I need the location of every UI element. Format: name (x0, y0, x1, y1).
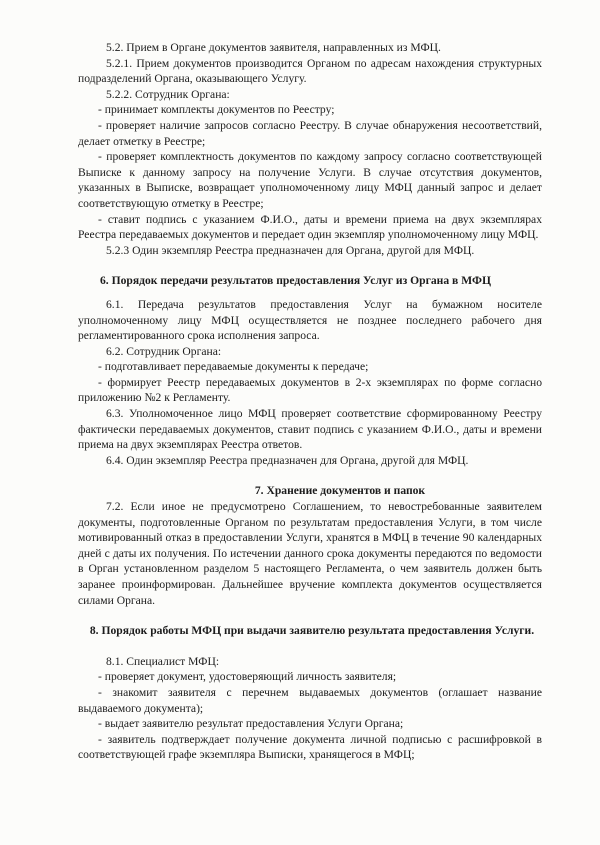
clause-6-3: 6.3. Уполномоченное лицо МФЦ проверяет соответствие сформированному Реестру фактически передаваемых документов, ставит подпись с указанием Ф.И.О., даты и времени приема на двух экземплярах Реестра ответов. (78, 407, 542, 452)
clause-6-1: 6.1. Передача результатов предоставления Услуг на бумажном носителе уполномоченному лицу МФЦ осуществляется не позднее последнего рабочего дня регламентированного срока исполнения запроса. (78, 297, 542, 343)
list-item: - выдает заявителю результат предоставления Услуги Органа; (98, 717, 404, 731)
clause-5-2: 5.2. Прием в Органе документов заявителя, направленных из МФЦ. (106, 41, 441, 54)
list-item: - знакомит заявителя с перечнем выдаваемых документов (оглашает название выдаваемого документа); (78, 685, 542, 715)
list-item: - проверяет комплектность документов по каждому запросу согласно соответствующей Выписке к данному запросу на получение Услуги. В случае отсутствия документов, указанных в Выписке, возвращает уполномоченному лицу МФЦ данный запрос и делает соответствующую отметку в Реестре; (78, 150, 542, 210)
clause-7-2: 7.2. Если иное не предусмотрено Соглашением, то невостребованные заявителем документы, подготовленные Органом по результатам предоставления Услуги, в том числе мотивированный отказ в предоставлении Услуги, хранятся в МФЦ в течение 90 календарных дней с даты их получения. По истечении данного срока документы передаются по ведомости в Орган установленном разделом 5 настоящего Регламента, о чем заявитель должен быть заранее проинформирован. Дальнейшее вручение комплекта документов осуществляется силами Органа. (78, 500, 542, 607)
list-item: - проверяет наличие запросов согласно Реестру. В случае обнаружения несоответствий, делает отметку в Реестре; (78, 118, 542, 148)
section-6-heading: 6. Порядок передачи результатов предоставления Услуг из Органа в МФЦ (100, 274, 491, 288)
clause-5-2-2: 5.2.2. Сотрудник Органа: (106, 87, 230, 101)
list-item: - формирует Реестр передаваемых документов в 2-х экземплярах по форме согласно приложению №2 к Регламенту. (78, 375, 542, 405)
list-item: - подготавливает передаваемые документы к передаче; (98, 360, 369, 374)
clause-6-4: 6.4. Один экземпляр Реестра предназначен для Органа, другой для МФЦ. (106, 453, 469, 467)
clause-5-2-1: 5.2.1. Прием документов производится Органом по адресам нахождения структурных подразделений Органа, оказывающего Услугу. (78, 56, 542, 86)
clause-6-2: 6.2. Сотрудник Органа: (106, 344, 222, 358)
list-item: - ставит подпись с указанием Ф.И.О., даты и времени приема на двух экземплярах Реестра передаваемых документов и передает один экземпляр уполномоченному лицу МФЦ. (78, 212, 542, 242)
list-item: - проверяет документ, удостоверяющий личность заявителя; (98, 670, 397, 684)
section-7-heading: 7. Хранение документов и папок (254, 484, 426, 498)
clause-8-1: 8.1. Специалист МФЦ: (106, 654, 220, 668)
section-8-heading: 8. Порядок работы МФЦ при выдачи заявителю результата предоставления Услуги. (89, 624, 535, 638)
list-item: - принимает комплекты документов по Реестру; (98, 103, 335, 117)
list-item: - заявитель подтверждает получение документа личной подписью с расшифровкой в соответствующей графе экземпляра Выписки, хранящегося в МФЦ; (78, 732, 542, 762)
clause-5-2-3: 5.2.3 Один экземпляр Реестра предназначен для Органа, другой для МФЦ. (106, 243, 475, 257)
